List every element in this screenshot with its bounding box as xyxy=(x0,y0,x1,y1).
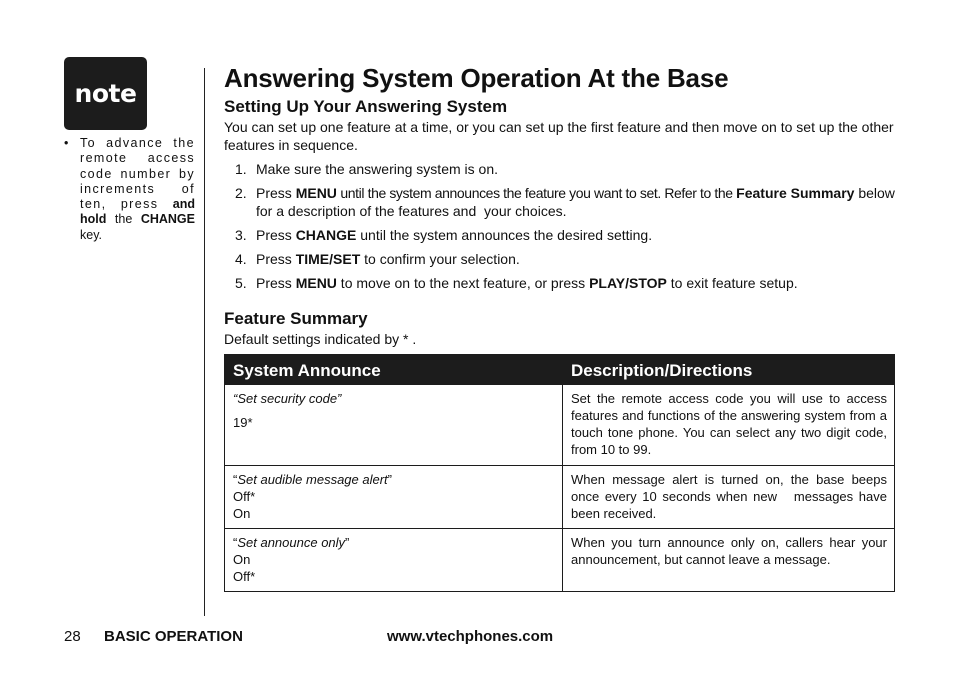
description-cell: When you turn announce only on, callers hear your announcement, but cannot leave a message. xyxy=(563,529,895,592)
setting-name-text: Set security code” xyxy=(237,391,342,406)
setting-name xyxy=(233,535,349,550)
step-key-name: CHANGE xyxy=(295,227,357,243)
side-note-key-name: CHANGE xyxy=(140,212,195,227)
table-row xyxy=(225,385,895,466)
setting-option: 19* xyxy=(233,415,253,430)
step-number: 1. xyxy=(235,161,247,177)
setting-option: On xyxy=(233,552,251,567)
step-key-name: TIME/SET xyxy=(295,251,361,267)
step-text: to confirm your selection. xyxy=(360,251,520,267)
setting-name-text: Set announce only xyxy=(237,535,346,550)
description-cell: Set the remote access code you will use to access features and functions of the answering system from a touch tone phone. You can select any two digit code, from 10 to 99. xyxy=(563,385,895,466)
side-note-text-part: the xyxy=(106,212,141,227)
step-number: 3. xyxy=(235,227,247,243)
setting-option: Off* xyxy=(233,489,256,504)
quote-open: “ xyxy=(233,535,238,550)
table-row xyxy=(225,466,895,529)
default-settings-note: Default settings indicated by * . xyxy=(224,331,417,347)
setting-cell xyxy=(225,466,563,529)
vertical-divider xyxy=(204,68,205,616)
description-cell: When message alert is turned on, the base beeps once every 10 seconds when new messages have been received. xyxy=(563,466,895,529)
step-key-name: PLAY/STOP xyxy=(589,275,667,291)
note-badge-label: note xyxy=(74,79,137,108)
setup-steps xyxy=(224,160,903,292)
step-text: Press xyxy=(256,275,296,291)
step-text: Press xyxy=(256,251,296,267)
side-note-text xyxy=(80,136,195,243)
side-note-text-part: key. xyxy=(80,227,102,242)
setup-heading: Setting Up Your Answering System xyxy=(224,97,508,116)
step-item xyxy=(224,250,896,268)
setting-option: On xyxy=(233,506,251,521)
footer-section-name: BASIC OPERATION xyxy=(104,628,243,645)
step-text: until the system announces the desired setting. xyxy=(356,227,653,243)
setting-cell xyxy=(225,385,563,466)
step-text: Make sure the answering system is on. xyxy=(256,161,498,177)
quote-close: ” xyxy=(345,535,350,550)
step-key-name: MENU xyxy=(295,185,337,201)
footer-url: www.vtechphones.com xyxy=(387,628,554,645)
setting-option: Off* xyxy=(233,569,256,584)
step-item xyxy=(224,274,896,292)
step-number: 2. xyxy=(235,185,247,201)
feature-summary-table xyxy=(224,354,895,592)
step-item xyxy=(224,160,896,178)
setup-intro: You can set up one feature at a time, or you can set up the first feature and then move on to set up the other features in sequence. xyxy=(224,119,894,153)
step-item xyxy=(224,226,896,244)
step-text: Press xyxy=(256,185,296,201)
table-row xyxy=(225,529,895,592)
step-number: 4. xyxy=(235,251,247,267)
step-text: until the system announces the feature you want to set. Refer to the xyxy=(336,185,737,201)
setting-name xyxy=(233,391,341,406)
step-reference: Feature Summary xyxy=(736,185,855,201)
side-note-emphasis: and hold xyxy=(80,197,195,227)
page-number xyxy=(64,627,81,647)
setting-cell xyxy=(225,529,563,592)
step-text: to move on to the next feature, or press xyxy=(336,275,590,291)
page-title: Answering System Operation At the Base xyxy=(224,63,729,93)
quote-open: “ xyxy=(233,472,238,487)
step-text: to exit feature setup. xyxy=(666,275,798,291)
side-note xyxy=(64,136,195,243)
side-note-text-part: To advance the remote access code number by increments of ten, press xyxy=(80,136,195,212)
step-number: 5. xyxy=(235,275,247,291)
main-content xyxy=(224,62,903,592)
quote-close: ” xyxy=(387,472,392,487)
step-item xyxy=(224,184,903,220)
step-key-name: MENU xyxy=(295,275,337,291)
table-header-row xyxy=(225,355,895,385)
note-badge xyxy=(64,57,147,130)
setting-name xyxy=(233,472,392,487)
column-header-system-announce: System Announce xyxy=(225,355,563,385)
setting-name-text: Set audible message alert xyxy=(237,472,388,487)
feature-summary-heading: Feature Summary xyxy=(224,309,368,328)
quote-open: “ xyxy=(233,391,238,406)
step-text: Press xyxy=(256,227,296,243)
page-number-text: 28 xyxy=(64,628,81,645)
column-header-description: Description/Directions xyxy=(563,355,895,385)
side-note-bullet: • xyxy=(64,136,69,150)
step-text: below for a description of the features and your choices. xyxy=(256,185,903,219)
